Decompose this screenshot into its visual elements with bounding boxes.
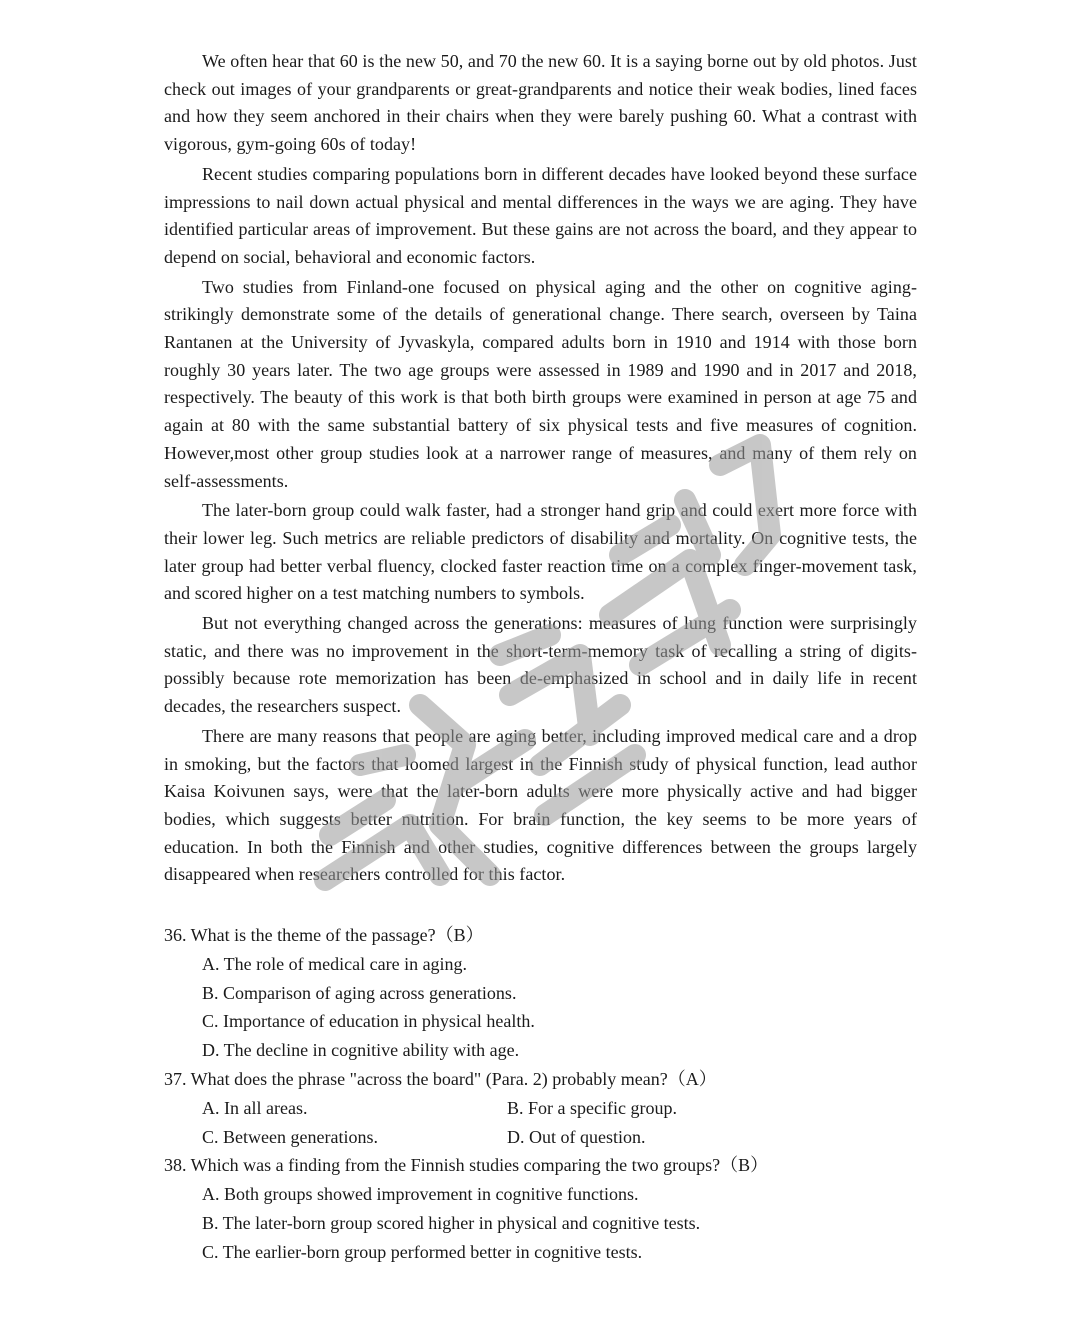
paragraph-6: There are many reasons that people are aging better, including improved medical care and a drop in smoking, but the factors that loomed largest in the Finnish study of physical function, lead author Kaisa Koivunen says, were that the later-born adults were more physically active and had bigger bodies, which suggests better nutrition. For brain function, the key seems to be more years of education. In both the Finnish and other studies, cognitive differences between the groups largely disappeared when researchers controlled for this factor. <box>164 725 917 885</box>
option-c: C. Between generations. <box>202 1126 378 1147</box>
paragraph-2: Recent studies comparing populations born in different decades have looked beyond these surface impressions to nail down actual physical and mental differences in the ways we are aging. They have identified particular areas of improvement. But these gains are not across the board, and they appear to depend on social, behavioral and economic factors. <box>164 163 917 267</box>
option-a: A. In all areas. <box>202 1097 308 1118</box>
question-stem: 38. Which was a finding from the Finnish studies comparing the two groups?（B） <box>164 1155 769 1176</box>
option-b: B. The later-born group scored higher in physical and cognitive tests. <box>202 1213 701 1234</box>
document-body <box>164 48 917 1267</box>
option-row <box>202 1094 917 1123</box>
paragraph-1: We often hear that 60 is the new 50, and 70 the new 60. It is a saying borne out by old photos. Just check out images of your grandparents or great-grandparents and notice their weak bodies, lined faces and how they seem anchored in their chairs when they were barely pushing 60. What a contrast with vigorous, gym-going 60s of today! <box>164 51 917 155</box>
paragraph-4: The later-born group could walk faster, had a stronger hand grip and could exert more force with their lower leg. Such metrics are reliable predictors of disability and mortality. On cognitive tests, the later group had better verbal fluency, clocked faster reaction time on a complex finger-movement task, and scored higher on a test matching numbers to symbols. <box>164 500 917 604</box>
option-c: C. Importance of education in physical health. <box>202 1011 535 1032</box>
option-b: B. For a specific group. <box>507 1097 677 1118</box>
option-row <box>202 1123 917 1152</box>
question-stem: 37. What does the phrase "across the board" (Para. 2) probably mean?（A） <box>164 1069 717 1090</box>
question-list <box>164 921 917 1267</box>
paragraph-5: But not everything changed across the generations: measures of lung function were surprisingly static, and there was no improvement in the short-term-memory task of recalling a string of digits-possibly because rote memorization has been de-emphasized in school and in daily life in recent decades, the researchers suspect. <box>164 613 917 717</box>
question-37 <box>164 1065 917 1151</box>
option-a: A. The role of medical care in aging. <box>202 953 468 974</box>
question-36 <box>164 921 917 1065</box>
option-c: C. The earlier-born group performed better in cognitive tests. <box>202 1241 643 1262</box>
reading-passage <box>164 48 917 889</box>
question-38 <box>164 1151 917 1266</box>
option-d: D. The decline in cognitive ability with age. <box>202 1040 520 1061</box>
option-b: B. Comparison of aging across generations. <box>202 982 517 1003</box>
question-stem: 36. What is the theme of the passage?（B） <box>164 925 484 946</box>
option-a: A. Both groups showed improvement in cognitive functions. <box>202 1184 639 1205</box>
paragraph-3: Two studies from Finland-one focused on physical aging and the other on cognitive aging-strikingly demonstrate some of the details of generational change. There search, overseen by Taina Rantanen at the University of Jyvaskyla, compared adults born in 1910 and 1914 with those born roughly 30 years later. The two age groups were assessed in 1989 and 1990 and in 2017 and 2018, respectively. The beauty of this work is that both birth groups were examined in person at age 75 and again at 80 with the same substantial battery of six physical tests and five measures of cognition. However,most other group studies look at a narrower range of measures, and many of them rely on self-assessments. <box>164 276 917 491</box>
option-d: D. Out of question. <box>507 1126 646 1147</box>
